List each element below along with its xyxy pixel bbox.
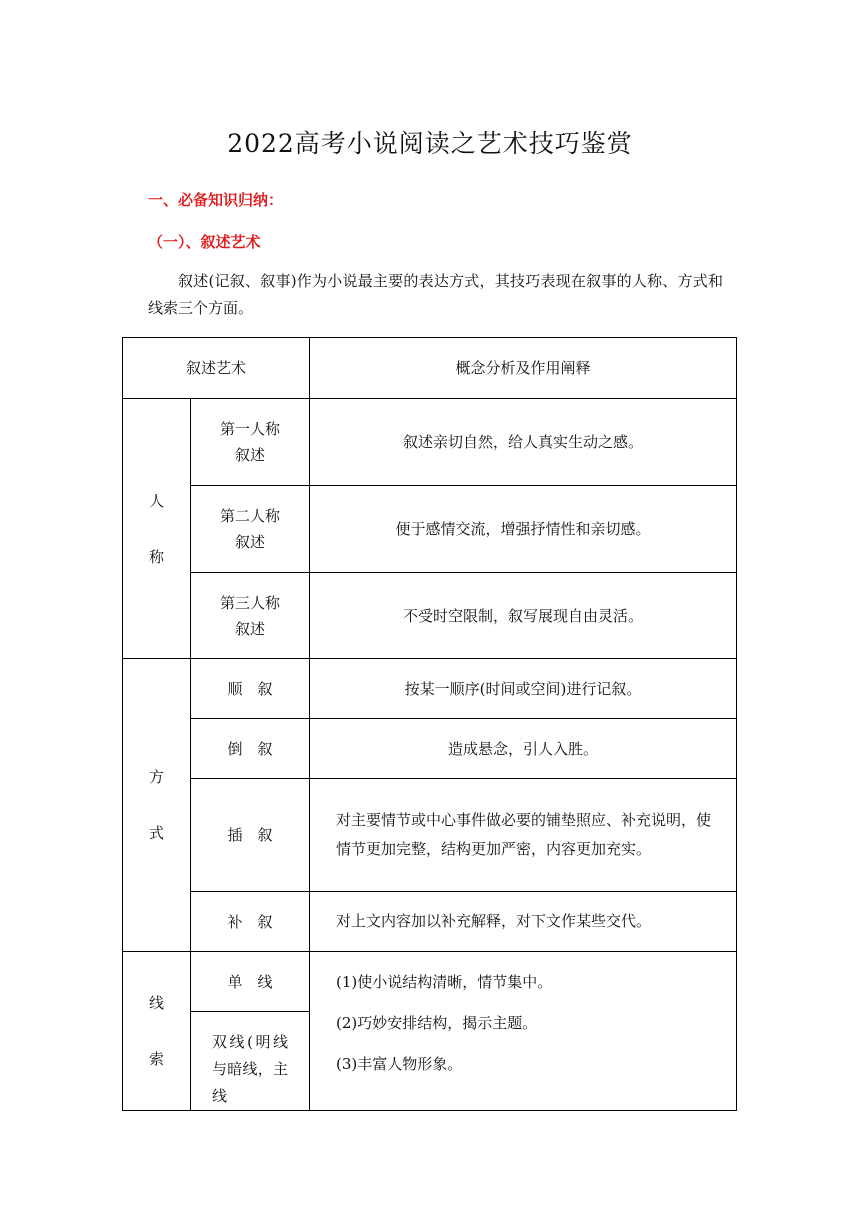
table-row: [123, 486, 737, 573]
row-desc: 按某一顺序(时间或空间)进行记叙。: [310, 659, 737, 719]
row-desc: 造成悬念，引人入胜。: [310, 719, 737, 779]
table-row: [123, 952, 737, 1012]
row-desc: 便于感情交流，增强抒情性和亲切感。: [310, 486, 737, 573]
table-row: [123, 892, 737, 952]
table-header-row: [123, 338, 737, 399]
section-heading: 一、必备知识归纳：: [148, 191, 284, 209]
page-title: 2022高考小说阅读之艺术技巧鉴赏: [227, 129, 633, 158]
row-name: 第一人称叙述: [191, 399, 310, 486]
method-group-label: 方式: [123, 659, 191, 952]
row-name: 插 叙: [191, 779, 310, 892]
clue-effects: [310, 952, 737, 1111]
row-desc: 叙述亲切自然，给人真实生动之感。: [310, 399, 737, 486]
table-row: [123, 659, 737, 719]
row-name: 顺 叙: [191, 659, 310, 719]
row-name: 倒 叙: [191, 719, 310, 779]
double-line-label: 双线(明线与暗线，主线: [191, 1012, 310, 1111]
clue-group-label: 线索: [123, 952, 191, 1111]
clue-effect-item: (1)使小说结构清晰，情节集中。: [336, 973, 553, 991]
subsection-heading: （一）、叙述艺术: [148, 233, 261, 251]
clue-effect-item: (2)巧妙安排结构，揭示主题。: [336, 1014, 538, 1032]
person-group-label: 人称: [123, 399, 191, 659]
row-desc: 不受时空限制，叙写展现自由灵活。: [310, 573, 737, 659]
row-name: 第二人称叙述: [191, 486, 310, 573]
table-row: [123, 719, 737, 779]
row-name: 第三人称叙述: [191, 573, 310, 659]
single-line-label: 单 线: [191, 952, 310, 1012]
table-row: [123, 399, 737, 486]
narration-table: [122, 337, 737, 1111]
intro-paragraph: 叙述(记叙、叙事)作为小说最主要的表达方式，其技巧表现在叙事的人称、方式和线索三个方面。: [148, 272, 723, 317]
header-art: 叙述艺术: [123, 338, 310, 399]
row-name: 补 叙: [191, 892, 310, 952]
row-desc: 对主要情节或中心事件做必要的铺垫照应、补充说明，使情节更加完整，结构更加严密，内容更加充实。: [310, 779, 737, 892]
table-row: [123, 779, 737, 892]
table-row: [123, 573, 737, 659]
header-concept: 概念分析及作用阐释: [310, 338, 737, 399]
row-desc: 对上文内容加以补充解释，对下文作某些交代。: [310, 892, 737, 952]
clue-effect-item: (3)丰富人物形象。: [336, 1055, 463, 1073]
